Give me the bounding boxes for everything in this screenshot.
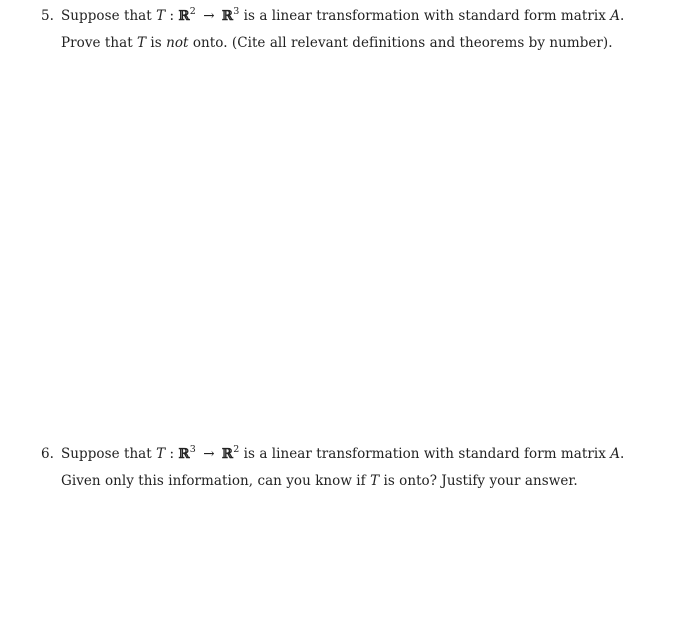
text: onto. (Cite all relevant definitions and theorems by number). (192, 35, 613, 51)
emphasis-not: not (166, 35, 189, 51)
math-codomain-exponent: 2 (233, 444, 240, 455)
math-codomain-field: ℝ (221, 446, 234, 462)
math-T: T (156, 8, 166, 24)
period: . (620, 446, 625, 462)
text: is onto? Justify your answer. (383, 473, 578, 489)
math-domain-field: ℝ (178, 8, 190, 24)
problem-statement-line-2 (61, 34, 613, 52)
problem-number: 5. (41, 8, 54, 24)
math-arrow: → (203, 446, 215, 462)
text: Suppose that (61, 446, 152, 462)
period: . (620, 8, 625, 24)
math-T: T (370, 473, 380, 489)
problem-statement-line-2 (61, 472, 578, 490)
math-arrow: → (203, 8, 215, 24)
text: Suppose that (61, 8, 152, 24)
math-domain-field: ℝ (178, 446, 190, 462)
math-domain-exponent: 3 (189, 444, 196, 455)
math-T: T (137, 35, 147, 51)
text: Given only this information, can you know if (61, 473, 366, 489)
math-domain-exponent: 2 (189, 6, 196, 17)
problem-statement-line-1 (61, 445, 624, 463)
math-colon: : (169, 446, 175, 462)
math-T: T (156, 446, 166, 462)
text: is a linear transformation with standard form matrix (243, 8, 606, 24)
text: is a linear transformation with standard form matrix (243, 446, 606, 462)
problem-number: 6. (41, 446, 54, 462)
problem-statement-line-1 (61, 7, 624, 25)
math-A: A (610, 8, 621, 24)
math-codomain-field: ℝ (221, 8, 234, 24)
math-colon: : (169, 8, 175, 24)
math-A: A (610, 446, 621, 462)
math-codomain-exponent: 3 (233, 6, 240, 17)
text: Prove that (61, 35, 133, 51)
text: is (150, 35, 162, 51)
